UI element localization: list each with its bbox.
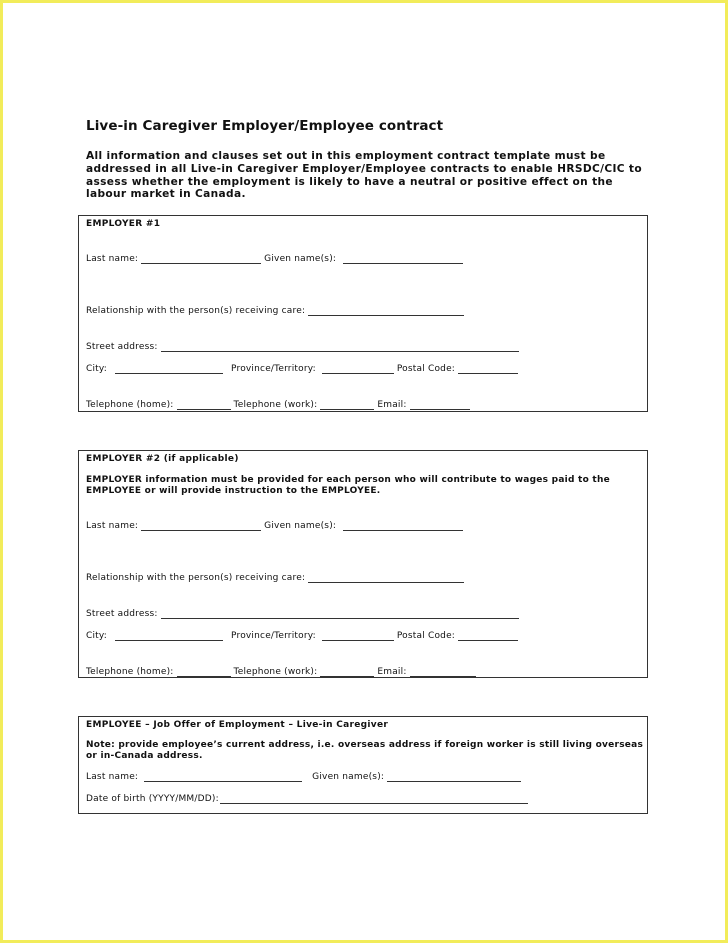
email-field[interactable] [410,667,476,677]
email-label: Email: [377,400,407,410]
last-name-label: Last name: [86,772,139,782]
employer2-section [78,450,648,678]
employer2-street-row [86,609,522,619]
last-name-field[interactable] [141,521,261,531]
relationship-field[interactable] [308,573,464,583]
postal-field[interactable] [458,364,518,374]
tel-work-field[interactable] [320,667,374,677]
postal-field[interactable] [458,631,518,641]
city-field[interactable] [115,364,223,374]
employer2-phone-row [86,667,479,677]
dob-field[interactable] [220,794,528,804]
street-label: Street address: [86,342,158,352]
postal-label: Postal Code: [396,364,456,374]
email-field[interactable] [410,400,470,410]
employer2-note: EMPLOYER information must be provided for each person who will contribute to wages paid to the EMPLOYEE or will provide instruction to the EMPLOYEE. [86,475,610,496]
employer1-city-row [86,364,521,374]
province-field[interactable] [322,364,394,374]
employer1-phone-row [86,400,473,410]
given-names-label: Given name(s): [264,254,337,264]
employer2-name-row [86,521,466,531]
tel-home-field[interactable] [177,400,231,410]
postal-label: Postal Code: [396,631,456,641]
employer2-city-row [86,631,521,641]
employee-name-row [86,772,524,782]
tel-work-field[interactable] [320,400,374,410]
relationship-label: Relationship with the person(s) receiving care: [86,306,306,316]
tel-work-label: Telephone (work): [233,400,318,410]
employer2-heading: EMPLOYER #2 (if applicable) [86,454,239,464]
dob-label: Date of birth (YYYY/MM/DD): [86,794,219,804]
employee-section [78,716,648,814]
employee-note: Note: provide employee’s current address, i.e. overseas address if foreign worker is still living overseas or in-Canada address. [86,740,644,761]
employer2-relationship-row [86,573,467,583]
employer1-street-row [86,342,522,352]
province-label: Province/Territory: [231,631,316,641]
relationship-label: Relationship with the person(s) receiving care: [86,573,306,583]
city-field[interactable] [115,631,223,641]
street-field[interactable] [161,609,519,619]
last-name-field[interactable] [144,772,302,782]
street-field[interactable] [161,342,519,352]
city-label: City: [86,631,108,641]
relationship-field[interactable] [308,306,464,316]
province-field[interactable] [322,631,394,641]
last-name-label: Last name: [86,521,139,531]
employer1-relationship-row [86,306,467,316]
last-name-label: Last name: [86,254,139,264]
tel-work-label: Telephone (work): [233,667,318,677]
street-label: Street address: [86,609,158,619]
tel-home-label: Telephone (home): [86,667,174,677]
last-name-field[interactable] [141,254,261,264]
given-names-field[interactable] [343,521,463,531]
given-names-label: Given name(s): [312,772,385,782]
employer1-heading: EMPLOYER #1 [86,219,161,229]
document-title: Live-in Caregiver Employer/Employee contract [86,118,444,134]
employee-heading: EMPLOYEE – Job Offer of Employment – Live-in Caregiver [86,720,389,730]
city-label: City: [86,364,108,374]
given-names-field[interactable] [343,254,463,264]
province-label: Province/Territory: [231,364,316,374]
given-names-field[interactable] [387,772,521,782]
tel-home-label: Telephone (home): [86,400,174,410]
tel-home-field[interactable] [177,667,231,677]
employee-dob-row [86,794,531,804]
email-label: Email: [377,667,407,677]
given-names-label: Given name(s): [264,521,337,531]
employer1-section [78,215,648,412]
intro-paragraph: All information and clauses set out in this employment contract template must be addressed in all Live-in Caregiver Employer/Employee contracts to enable HRSDC/CIC to assess whether the employment is likely to have a neutral or positive effect on the labour market in Canada. [86,150,642,201]
employer1-name-row [86,254,466,264]
